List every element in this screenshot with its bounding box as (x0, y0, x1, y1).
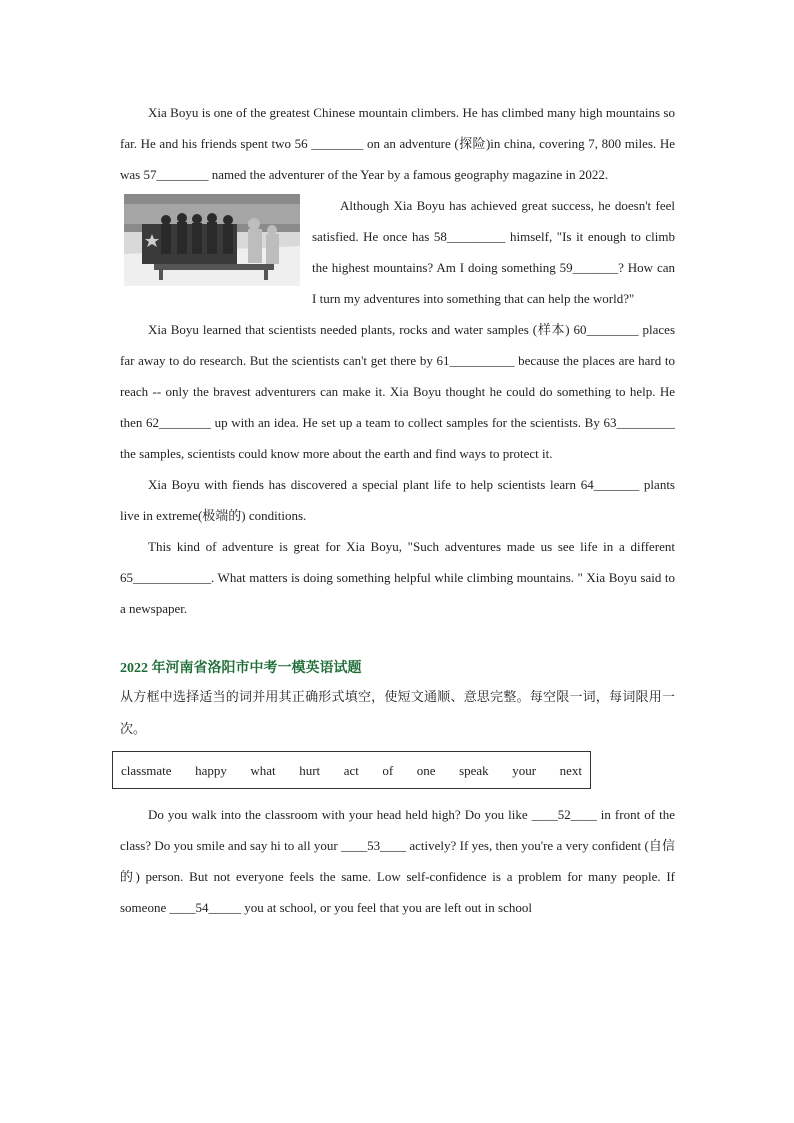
word-bank-item: happy (195, 762, 227, 778)
word-bank-item: speak (459, 762, 489, 778)
paragraph-2: Although Xia Boyu has achieved great success, he doesn't feel satisfied. He once has 58_________ himself, "Is it enough to climb the highest mountains? Am I doing something 59_______? How can I turn my adventures into something that can help the world?" (312, 198, 675, 306)
blank-52: ____52____ (531, 807, 597, 822)
word-bank-item: what (250, 762, 276, 778)
section-title: 2022 年河南省洛阳市中考一模英语试题 (120, 661, 362, 676)
paragraph-3: Xia Boyu learned that scientists needed plants, rocks and water samples (样本) 60________ places far away to do research. But the scientists can't get there by 61__________ because the places are hard to reach -- only the bravest adventurers can make it. Xia Boyu thought he could do something to help. He then 62________ up with an idea. He set up a team to collect samples for the scientists. By 63_________ the samples, scientists could know more about the earth and find ways to protect it. (120, 322, 675, 461)
word-bank-item: classmate (121, 762, 172, 778)
word-bank-item: of (382, 762, 394, 778)
text-segment: Do you walk into the classroom with your head held high? Do you like (148, 807, 532, 822)
photo-paragraph-row (120, 190, 675, 314)
word-bank-box (112, 751, 591, 789)
word-bank-item: your (512, 762, 537, 778)
document-page (120, 97, 675, 923)
text-segment: in front of the class? Do you smile and say hi to all your (120, 807, 676, 853)
section2-paragraph-1 (120, 799, 675, 923)
text-segment: actively? If yes, then you're a very confident (自信的) person. But not everyone feels the same. Low self-confidence is a problem for many people. If someone (120, 838, 675, 915)
word-bank-item: hurt (299, 762, 321, 778)
word-bank-item: act (343, 762, 359, 778)
word-bank-item: next (559, 762, 582, 778)
text-segment: you at school, or you feel that you are left out in school (240, 900, 532, 915)
paragraph-1: Xia Boyu is one of the greatest Chinese mountain climbers. He has climbed many high mountains so far. He and his friends spent two 56 ________ on an adventure (探险)in china, covering 7, 800 miles. He was 57________ named the adventurer of the Year by a famous geography magazine in 2022. (120, 105, 675, 182)
mountaineers-photo (124, 194, 300, 286)
blank-53: ____53____ (341, 838, 407, 853)
paragraph-5: This kind of adventure is great for Xia Boyu, "Such adventures made us see life in a different 65____________. What matters is doing something helpful while climbing mountains. " Xia Boyu said to a newspaper. (120, 539, 675, 616)
blank-54: ____54_____ (169, 900, 241, 915)
instruction-text: 从方框中选择适当的词并用其正确形式填空，使短文通顺、意思完整。每空限一词，每词限用一次。 (120, 690, 675, 737)
word-bank-item: one (416, 762, 436, 778)
paragraph-4: Xia Boyu with fiends has discovered a special plant life to help scientists learn 64_______ plants live in extreme(极端的) conditions. (120, 477, 675, 523)
